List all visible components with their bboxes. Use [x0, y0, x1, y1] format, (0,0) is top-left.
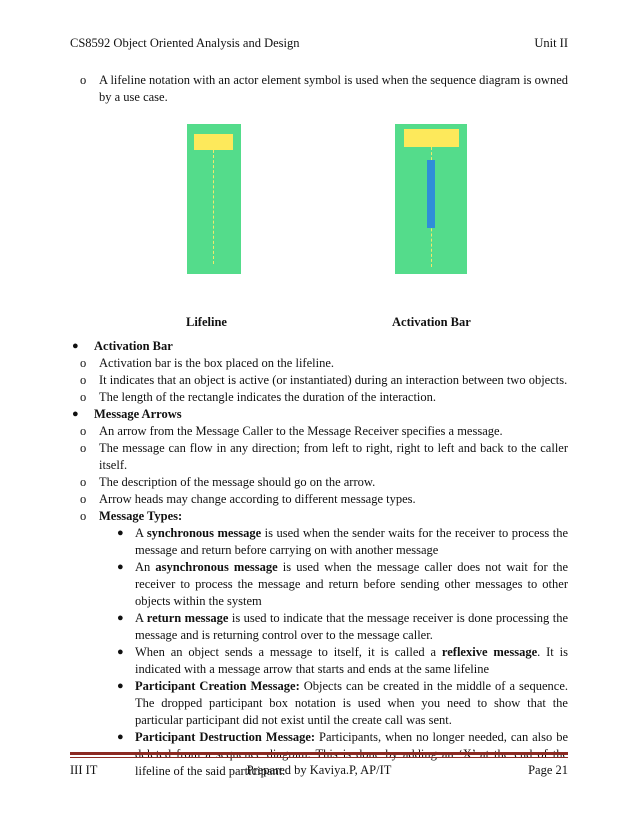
message-type-asynchronous: ● An asynchronous message is used when the message caller does not wait for the receiver to process the message and return before sending other messages to other objects within the system	[117, 560, 568, 608]
list-item: o The message can flow in any direction; from left to right, right to left and back to the caller itself.	[80, 441, 568, 472]
disc-bullet-icon: ●	[72, 408, 79, 420]
disc-bullet-icon: ●	[117, 527, 124, 539]
activation-section	[70, 338, 568, 355]
arrows-heading: Message Arrows	[94, 407, 182, 421]
disc-bullet-icon: ●	[117, 561, 124, 573]
list-item: o The description of the message should go on the arrow.	[80, 475, 376, 489]
message-type-creation: ● Participant Creation Message: Objects can be created in the middle of a sequence. The dropped participant box notation is used when you need to show that the particular participant did not exist until the create call was sent.	[117, 679, 568, 727]
disc-bullet-icon: ●	[117, 731, 124, 743]
circle-bullet-icon: o	[80, 492, 87, 506]
page-number: Page 21	[528, 763, 568, 777]
disc-bullet-icon: ●	[117, 646, 124, 658]
circle-bullet-icon: o	[80, 475, 87, 489]
footer-rule-thin	[70, 757, 568, 758]
message-types-heading: Message Types:	[99, 509, 183, 523]
activation-figure	[395, 124, 467, 274]
list-item: o It indicates that an object is active (or instantiated) during an interaction between two objects.	[80, 373, 568, 387]
disc-bullet-icon: ●	[117, 680, 124, 692]
circle-bullet-icon: o	[80, 390, 87, 404]
circle-bullet-icon: o	[80, 441, 87, 455]
message-type-synchronous: ● A synchronous message is used when the sender waits for the receiver to process the message and return before carrying on with another message	[117, 526, 568, 557]
activation-head	[404, 129, 459, 147]
circle-bullet-icon: o	[80, 73, 87, 87]
page-footer	[70, 763, 568, 783]
circle-bullet-icon: o	[80, 424, 87, 438]
unit-label: Unit II	[534, 36, 568, 50]
message-type-destruction: ● Participant Destruction Message: Participants, when no longer needed, can also be deleted from a sequence diagram. This is done by adding an ‘X’ at the end of the lifeline of the said participant.	[117, 730, 568, 778]
lifeline-figure	[187, 124, 241, 274]
message-type-reflexive: ● When an object sends a message to itself, it is called a reflexive message. It is indicated with a message arrow that starts and ends at the same lifeline	[117, 645, 568, 676]
intro-item	[70, 72, 568, 106]
arrows-section	[70, 406, 568, 423]
figures-area	[70, 114, 568, 338]
message-types-item	[70, 508, 568, 525]
activation-caption: Activation Bar	[392, 315, 471, 329]
intro-text: A lifeline notation with an actor element symbol is used when the sequence diagram is owned by a use case.	[99, 73, 568, 104]
class-label: III IT	[70, 763, 98, 777]
circle-bullet-icon: o	[80, 373, 87, 387]
list-item: o Activation bar is the box placed on the lifeline.	[80, 356, 334, 370]
list-item: o The length of the rectangle indicates the duration of the interaction.	[80, 390, 437, 404]
footer-rule-thick	[70, 752, 568, 755]
circle-bullet-icon: o	[80, 356, 87, 370]
activation-bar-rect	[427, 160, 435, 228]
author-label: Prepared by Kaviya.P, AP/IT	[246, 763, 392, 777]
page-body	[70, 72, 568, 780]
activation-heading: Activation Bar	[94, 339, 173, 353]
lifeline-head	[194, 134, 233, 150]
course-title: CS8592 Object Oriented Analysis and Design	[70, 36, 300, 50]
lifeline-dashed-line	[213, 150, 214, 264]
circle-bullet-icon: o	[80, 509, 87, 523]
list-item: o An arrow from the Message Caller to the Message Receiver specifies a message.	[80, 424, 503, 438]
disc-bullet-icon: ●	[117, 612, 124, 624]
lifeline-caption: Lifeline	[186, 315, 227, 329]
page-header	[70, 36, 568, 56]
message-type-return: ● A return message is used to indicate that the message receiver is done processing the message and is returning control over to the message caller.	[117, 611, 568, 642]
list-item: o Arrow heads may change according to different message types.	[80, 492, 416, 506]
disc-bullet-icon: ●	[72, 340, 79, 352]
